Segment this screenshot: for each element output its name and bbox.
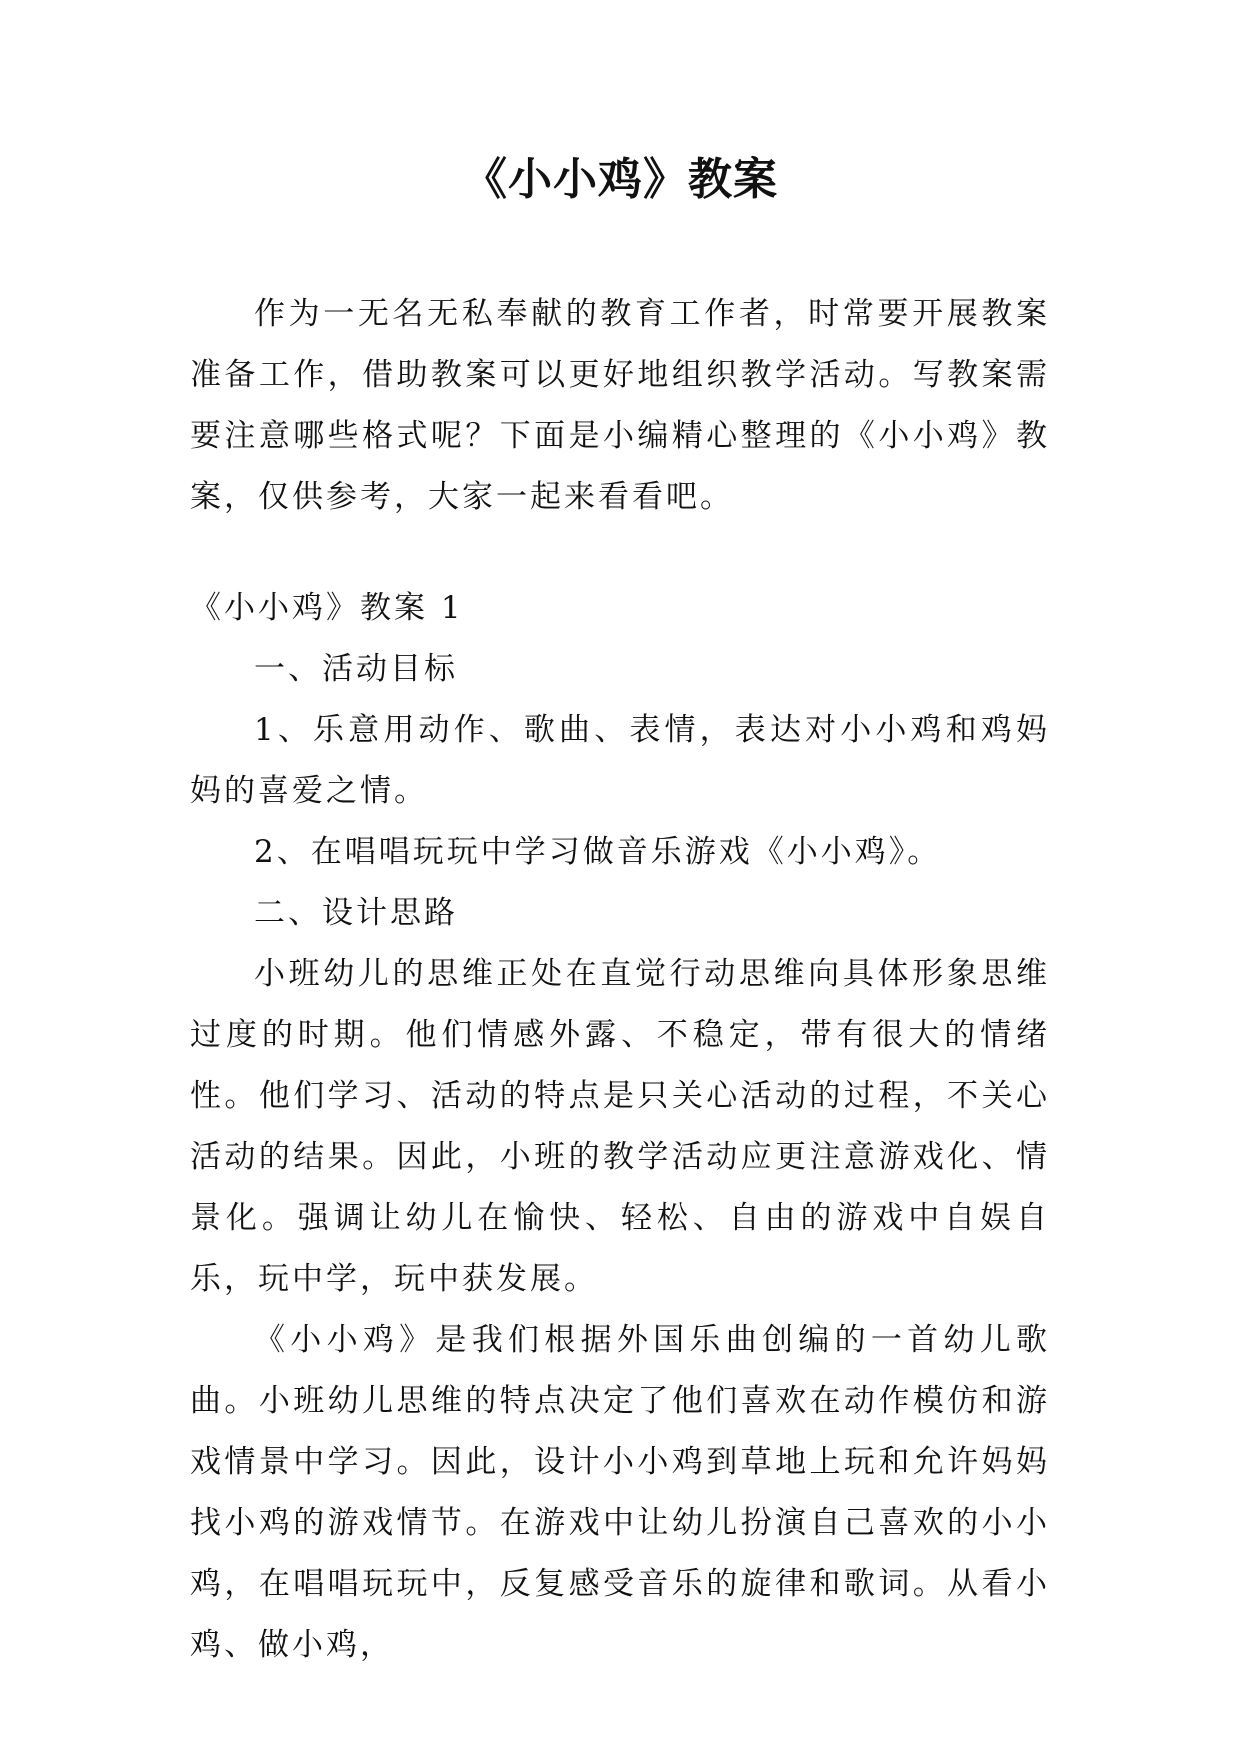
design-heading: 二、设计思路 [254, 895, 458, 931]
design-paragraph-2: 《小小鸡》是我们根据外国乐曲创编的一首幼儿歌曲。小班幼儿思维的特点决定了他们喜欢在动作模仿和游戏情景中学习。因此，设计小小鸡到草地上玩和允许妈妈找小鸡的游戏情节。在游戏中让幼儿扮演自己喜欢的小小鸡，在唱唱玩玩中，反复感受音乐的旋律和歌词。从看小鸡、做小鸡， [190, 1322, 1050, 1663]
design-paragraph-1: 小班幼儿的思维正处在直觉行动思维向具体形象思维过度的时期。他们情感外露、不稳定，带有很大的情绪性。他们学习、活动的特点是只关心活动的过程，不关心活动的结果。因此，小班的教学活动应更注意游戏化、情景化。强调让幼儿在愉快、轻松、自由的游戏中自娱自乐，玩中学，玩中获发展。 [190, 956, 1050, 1297]
objective-item-1: 1、乐意用动作、歌曲、表情，表达对小小鸡和鸡妈妈的喜爱之情。 [190, 712, 1050, 809]
objectives-heading: 一、活动目标 [254, 651, 458, 687]
document-body [190, 284, 1050, 1676]
intro-paragraph: 作为一无名无私奉献的教育工作者，时常要开展教案准备工作，借助教案可以更好地组织教学活动。写教案需要注意哪些格式呢？下面是小编精心整理的《小小鸡》教案，仅供参考，大家一起来看看吧。 [190, 296, 1050, 515]
document-title: 《小小鸡》教案 [463, 154, 778, 205]
objective-item-2: 2、在唱唱玩玩中学习做音乐游戏《小小鸡》。 [254, 834, 942, 870]
section-heading: 《小小鸡》教案 1 [190, 590, 464, 626]
